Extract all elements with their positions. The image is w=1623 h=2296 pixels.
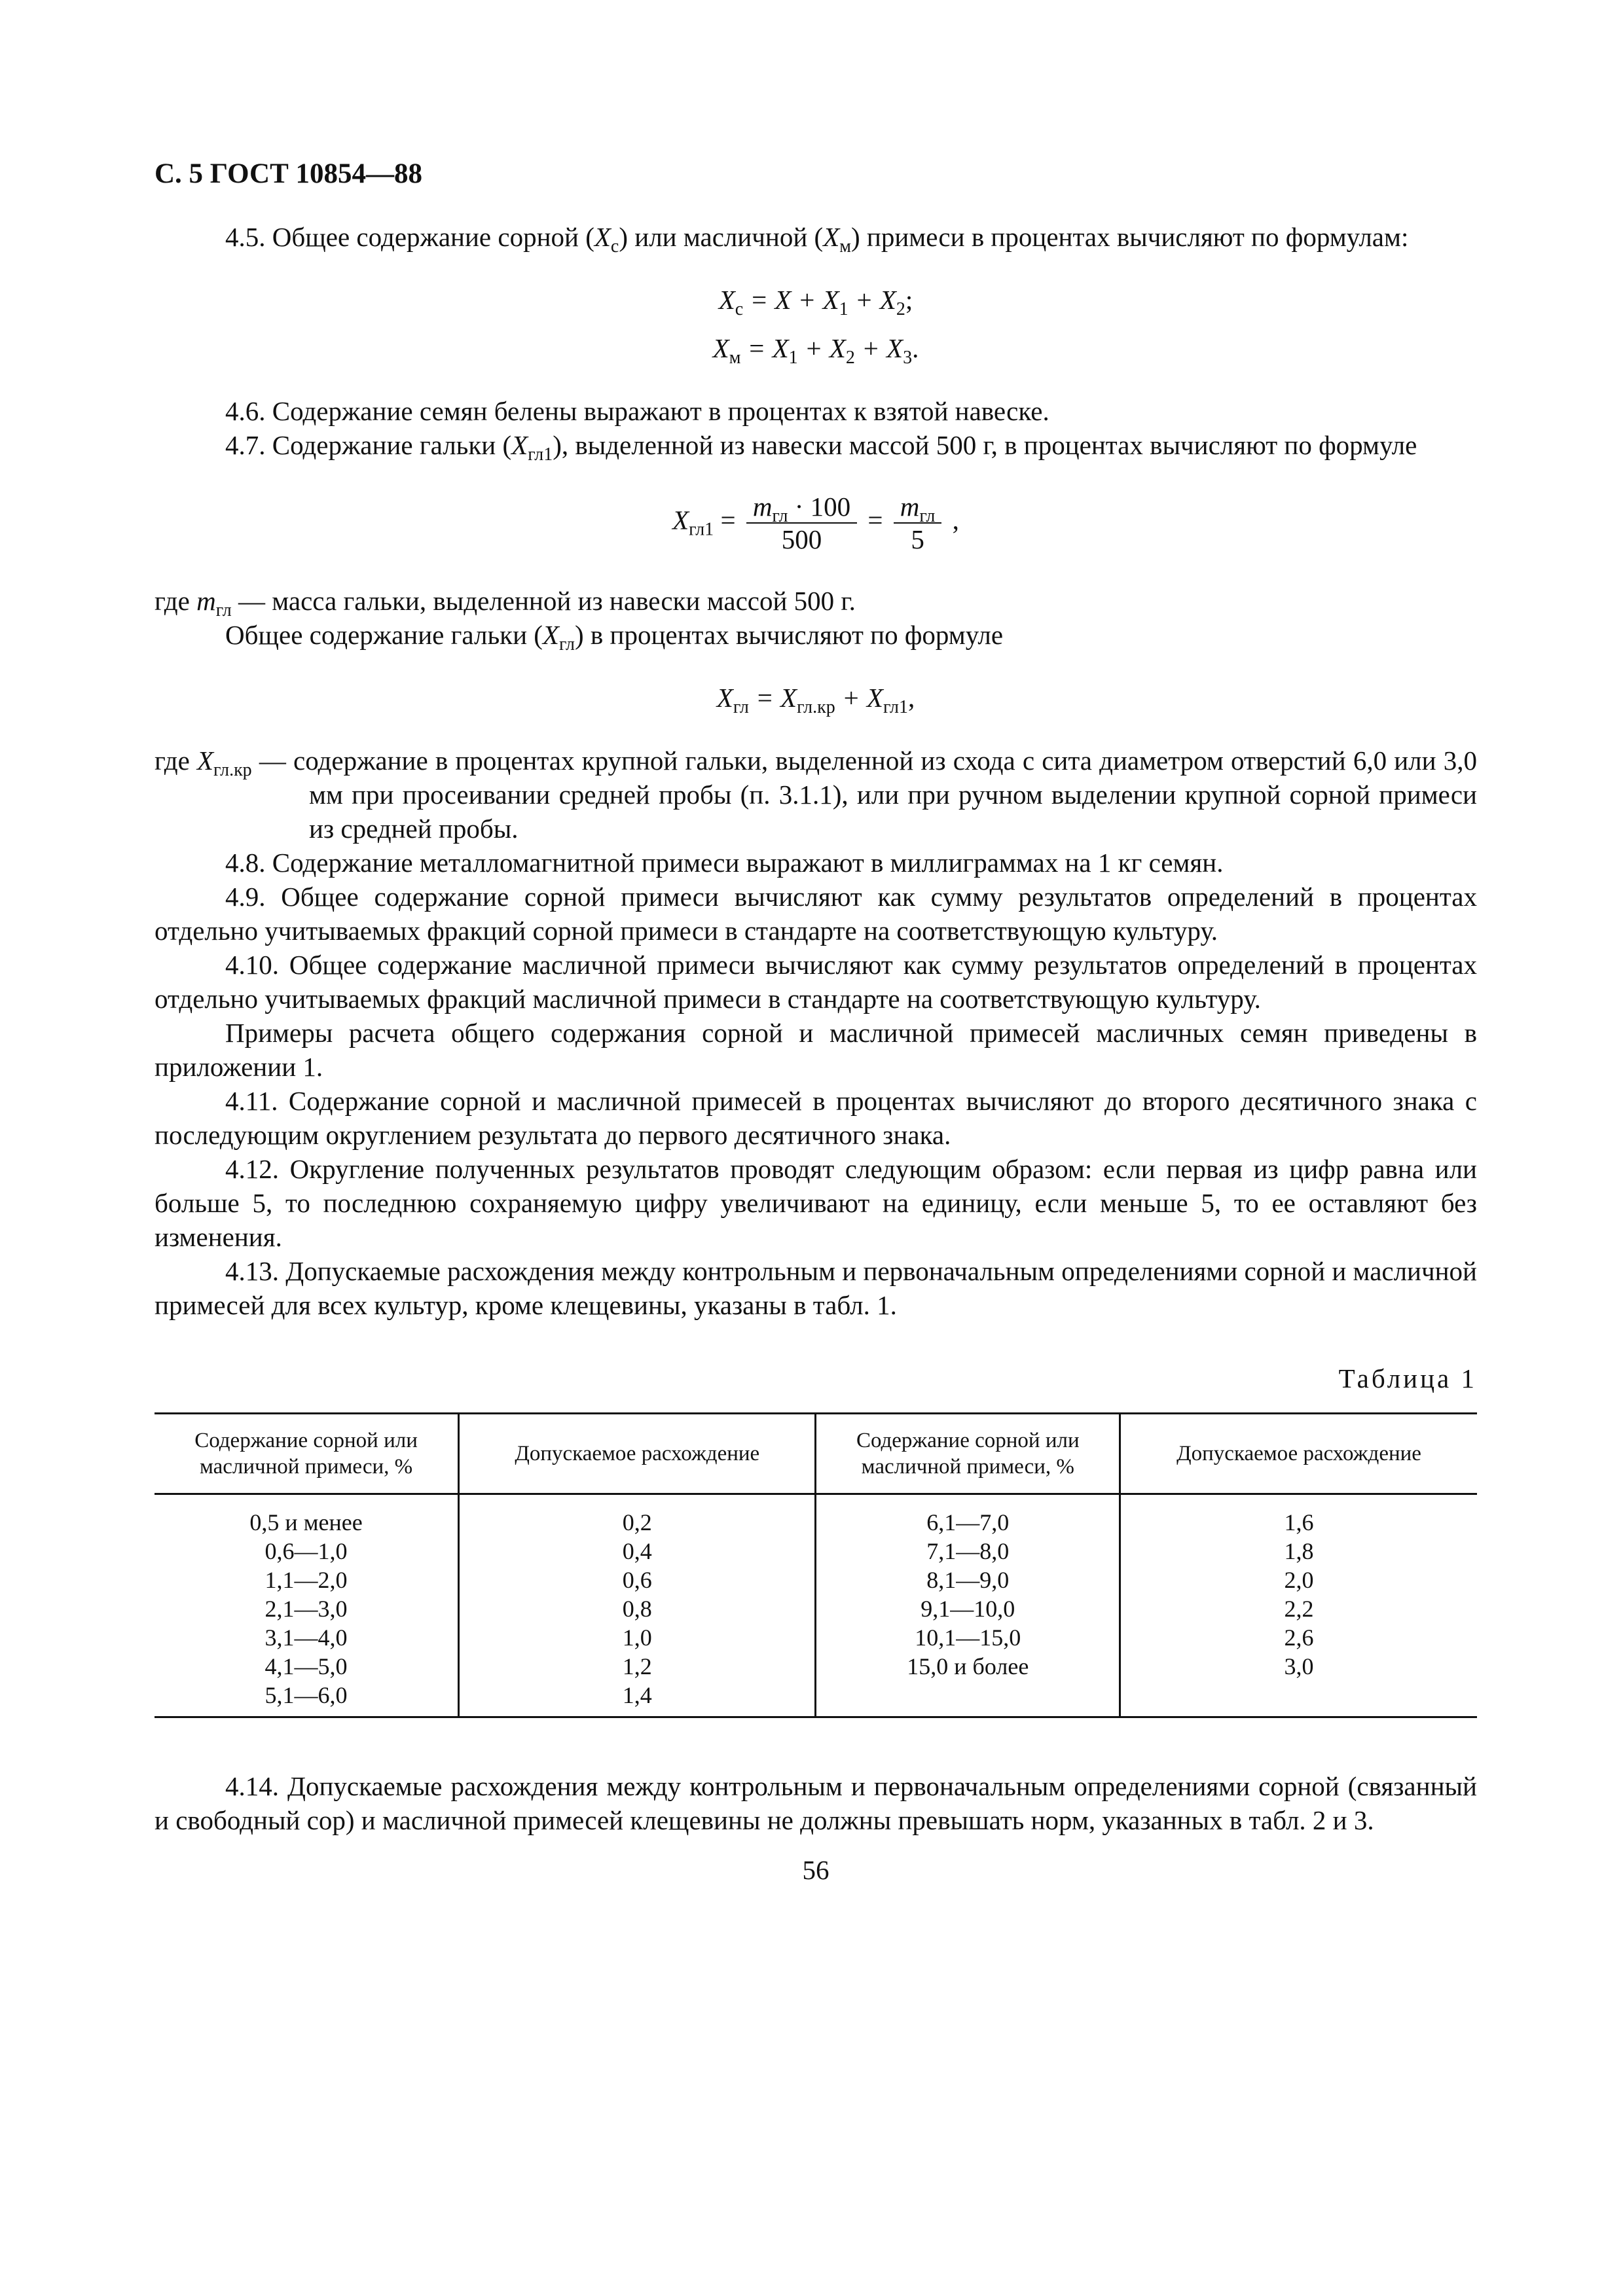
paragraph-4-11: 4.11. Содержание сорной и масличной примесей в процентах вычисляют до второго десятичного знака с последующим округлением результата до первого десятичного знака.	[155, 1086, 1477, 1150]
formula-xc: $X_с = X + X_1 + X_2$;	[718, 285, 913, 320]
formula-block-1	[155, 283, 1477, 368]
table-1	[155, 1412, 1477, 1718]
page-header: С. 5 ГОСТ 10854—88	[155, 158, 423, 189]
paragraph-4-14: 4.14. Допускаемые расхождения между контрольным и первоначальным определениями сорной (связанный и свободный сор) и масличной примесей клещевины не должны превышать норм, указанных в табл. 2 и 3.	[155, 1771, 1477, 1835]
document-page	[155, 157, 1477, 1887]
paragraph-total-pebbles: Общее содержание гальки $(X_{гл})$ в процентах вычисляют по формуле	[225, 620, 1004, 655]
column-tolerance-2: 1,6 1,8 2,0 2,2 2,6 3,0	[1120, 1494, 1477, 1717]
formula-xgl1: $X_{гл1}$ = $\frac{m_{гл} \cdot 100}{500}$ = $\frac{m_{гл}}{5}$ ,	[672, 492, 959, 554]
fraction-1: $\frac{m_{гл} \cdot 100}{500}$	[746, 491, 857, 555]
paragraph-4-12: 4.12. Округление полученных результатов проводят следующим образом: если первая из цифр равна или больше 5, то последнюю сохраняемую цифру увеличивают на единицу, если меньше 5, то ее оставляют без изменения.	[155, 1154, 1477, 1252]
paragraph-4-10: 4.10. Общее содержание масличной примеси вычисляют как сумму результатов определений в процентах отдельно учитываемых фракций масличной примеси в стандарте на соответствующую культуру.	[155, 950, 1477, 1014]
table-row	[155, 1494, 1477, 1717]
formula-xgl: $X_{гл} = X_{гл.кр} + X_{гл1}$,	[716, 683, 915, 718]
header-tolerance-2: Допускаемое расхождение	[1120, 1414, 1477, 1494]
column-tolerance-1: 0,2 0,4 0,6 0,8 1,0 1,2 1,4	[459, 1494, 816, 1717]
header-content-2: Содержание сорной или масличной примеси, %	[816, 1414, 1120, 1494]
where-xglkr: где $X_{гл.кр}$ — содержание в процентах крупной гальки, выделенной из схода с сита диаметром отверстий 6,0 или 3,0 мм при просеивании средней пробы (п. 3.1.1), или при ручном выделении крупной сорной примеси из средней пробы.	[155, 745, 1477, 844]
fraction-2: $\frac{m_{гл}}{5}$	[894, 491, 942, 555]
column-content-1: 0,5 и менее 0,6—1,0 1,1—2,0 2,1—3,0 3,1—4,0 4,1—5,0 5,1—6,0	[155, 1494, 459, 1717]
paragraph-4-13: 4.13. Допускаемые расхождения между контрольным и первоначальным определениями сорной и масличной примесей для всех культур, кроме клещевины, указаны в табл. 1.	[155, 1256, 1477, 1320]
paragraph-4-7: 4.7. Содержание гальки $(X_{гл1})$, выделенной из навески массой 500 г, в процентах вычисляют по формуле	[225, 430, 1417, 465]
paragraph-examples: Примеры расчета общего содержания сорной и масличной примесей масличных семян приведены в приложении 1.	[155, 1018, 1477, 1082]
paragraph-4-9: 4.9. Общее содержание сорной примеси вычисляют как сумму результатов определений в процентах отдельно учитываемых фракций сорной примеси в стандарте на соответствующую культуру.	[155, 882, 1477, 946]
paragraph-4-8: 4.8. Содержание металломагнитной примеси выражают в миллиграммах на 1 кг семян.	[225, 848, 1224, 878]
formula-xm: $X_м = X_1 + X_2 + X_3$.	[712, 333, 919, 368]
paragraph-4-6: 4.6. Содержание семян белены выражают в процентах к взятой навеске.	[225, 396, 1049, 426]
paragraph-4-5: 4.5. Общее содержание сорной $(X_с)$ или масличной $(X_м)$ примеси в процентах вычисляют по формулам:	[225, 222, 1409, 257]
column-content-2: 6,1—7,0 7,1—8,0 8,1—9,0 9,1—10,0 10,1—15,0 15,0 и более	[816, 1494, 1120, 1717]
page-number: 56	[802, 1855, 830, 1885]
table-header-row	[155, 1414, 1477, 1494]
header-tolerance-1: Допускаемое расхождение	[459, 1414, 816, 1494]
header-content-1: Содержание сорной или масличной примеси, %	[155, 1414, 459, 1494]
where-mgl: где $m_{гл}$ — масса гальки, выделенной из навески массой 500 г.	[155, 586, 856, 621]
table-caption: Таблица 1	[1338, 1363, 1477, 1393]
